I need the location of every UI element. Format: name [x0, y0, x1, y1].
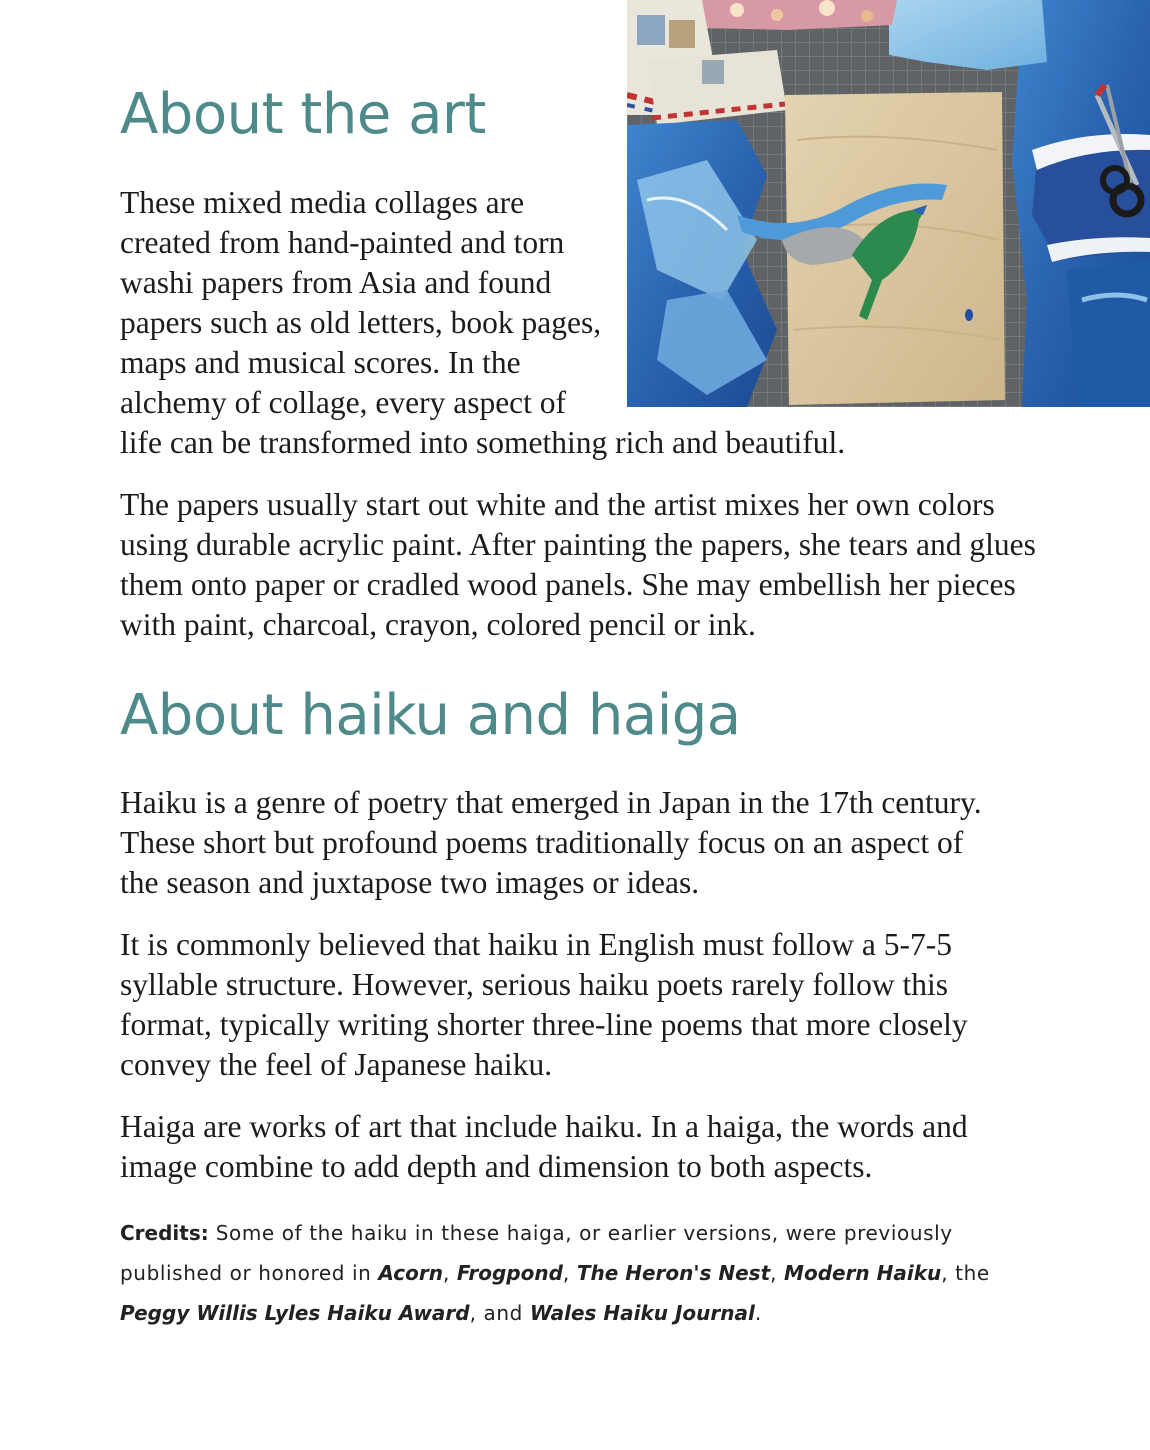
text-line: These short but profound poems traditionally focus on an aspect of [120, 825, 964, 860]
award-peggy-willis-lyles: Peggy Willis Lyles Haiku Award [120, 1301, 470, 1325]
text-line: with paint, charcoal, crayon, colored pencil or ink. [120, 607, 756, 642]
text-line: convey the feel of Japanese haiku. [120, 1047, 553, 1082]
credits-separator: , [442, 1261, 457, 1285]
credits-separator: , [770, 1261, 785, 1285]
text-line: papers such as old letters, book pages, [120, 305, 602, 340]
credits-line-1 [120, 1213, 990, 1253]
text-line: life can be transformed into something rich and beautiful. [120, 425, 846, 460]
credits-end: . [754, 1301, 762, 1325]
credits-line-3 [120, 1293, 990, 1333]
credits-separator: , the [941, 1261, 990, 1285]
about-haiku-paragraph-2 [120, 925, 968, 1085]
text-line: Haiku is a genre of poetry that emerged in Japan in the 17th century. [120, 785, 982, 820]
publication-modern-haiku: Modern Haiku [784, 1261, 942, 1285]
about-art-heading: About the art [120, 82, 486, 147]
credits-text: Some of the haiku in these haiga, or earlier versions, were previously [208, 1221, 953, 1245]
text-line: using durable acrylic paint. After painting the papers, she tears and glues [120, 527, 1036, 562]
text-line: created from hand-painted and torn [120, 225, 565, 260]
text-line: washi papers from Asia and found [120, 265, 552, 300]
text-line: It is commonly believed that haiku in English must follow a 5-7-5 [120, 927, 952, 962]
text-line: syllable structure. However, serious haiku poets rarely follow this [120, 967, 949, 1002]
about-art-paragraph-2 [120, 485, 1036, 645]
publication-wales-haiku-journal: Wales Haiku Journal [529, 1301, 755, 1325]
text-line: These mixed media collages are [120, 185, 525, 220]
text-line: maps and musical scores. In the [120, 345, 521, 380]
text-line: the season and juxtapose two images or ideas. [120, 865, 700, 900]
credits-line-2 [120, 1253, 990, 1293]
credits-text: published or honored in [120, 1261, 379, 1285]
text-line: format, typically writing shorter three-line poems that more closely [120, 1007, 968, 1042]
publication-herons-nest: The Heron's Nest [576, 1261, 771, 1285]
text-line: Haiga are works of art that include haiku. In a haiga, the words and [120, 1109, 968, 1144]
credits-separator: , [562, 1261, 577, 1285]
publication-acorn: Acorn [378, 1261, 443, 1285]
text-line: image combine to add depth and dimension to both aspects. [120, 1149, 873, 1184]
credits-separator: , and [469, 1301, 530, 1325]
about-haiku-paragraph-1 [120, 783, 982, 903]
about-haiga-paragraph [120, 1107, 968, 1187]
credits-label: Credits: [120, 1221, 209, 1245]
about-haiku-heading: About haiku and haiga [120, 683, 741, 748]
publication-frogpond: Frogpond [456, 1261, 563, 1285]
text-line: alchemy of collage, every aspect of [120, 385, 567, 420]
credits-block [120, 1213, 990, 1333]
text-line: The papers usually start out white and the artist mixes her own colors [120, 487, 995, 522]
text-line: them onto paper or cradled wood panels. She may embellish her pieces [120, 567, 1016, 602]
about-art-paragraph-1 [120, 183, 845, 463]
